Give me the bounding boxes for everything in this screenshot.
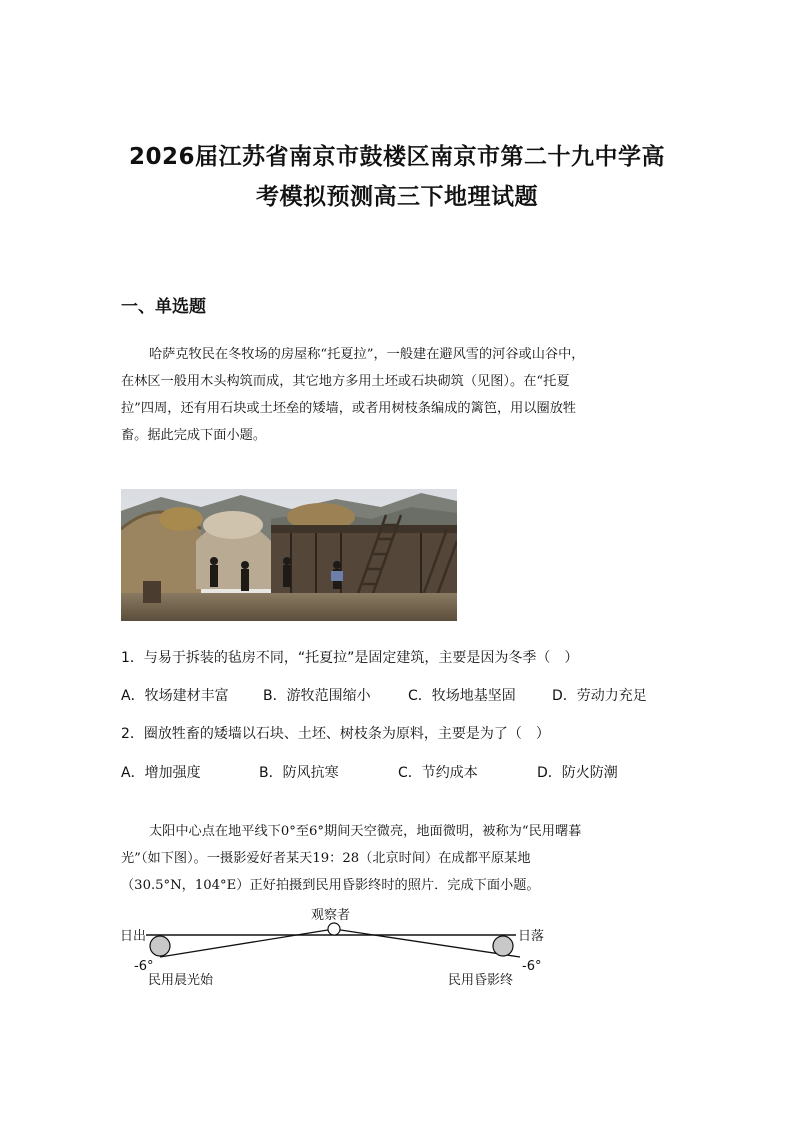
passage-2-line: （30.5°N，104°E）正好拍摄到民用昏影终时的照片．完成下面小题。 [121,878,540,893]
question-2-options [121,762,681,782]
passage-2-line: 太阳中心点在地平线下0°至6°期间天空微亮，地面微明，被称为“民用曙暮 [149,824,582,839]
tuoxiala-photo-drawing [121,489,457,621]
question-2-stem: 2．圈放牲畜的矮墙以石块、土坯、树枝条为原料，主要是为了（ ） [121,726,550,742]
observer-marker [328,923,340,935]
sunrise-sun [150,936,170,956]
question-1-option-a[interactable]: A．牧场建材丰富 [121,688,229,704]
question-1-stem: 1．与易于拆装的毡房不同，“托夏拉”是固定建筑，主要是因为冬季（ ） [121,650,579,666]
dawn-start-label: 民用晨光始 [148,973,214,988]
passage-2 [121,818,677,899]
passage-2-line: 光”（如下图）。一摄影爱好者某天19：28（北京时间）在成都平原某地 [121,851,531,866]
passage-1-line: 在林区一般用木头构筑而成，其它地方多用土坯或石块砌筑（见图）。在“托夏 [121,374,570,389]
twilight-diagram [116,900,556,1000]
passage-1-line: 畜。据此完成下面小题。 [121,428,267,443]
tuoxiala-photo [121,489,457,621]
dawn-ray [160,929,334,957]
sunrise-label: 日出 [120,929,147,944]
page-title-line-2: 考模拟预测高三下地理试题 [256,184,538,210]
twilight-diagram-svg [116,900,556,1000]
section-heading: 一、单选题 [121,297,206,317]
question-2-option-d[interactable]: D．防火防潮 [537,765,618,781]
passage-1 [121,341,677,449]
dusk-end-label: 民用昏影终 [448,973,514,988]
dusk-ray [334,929,520,957]
sunset-label: 日落 [518,929,545,944]
question-1-option-b[interactable]: B．游牧范围缩小 [263,688,371,704]
observer-label: 观察者 [311,908,351,923]
passage-1-line: 哈萨克牧民在冬牧场的房屋称“托夏拉”，一般建在避风雪的河谷或山谷中， [149,347,585,362]
question-2-option-b[interactable]: B．防风抗寒 [259,765,339,781]
question-1-option-c[interactable]: C．牧场地基坚固 [408,688,516,704]
left-angle-label: -6° [134,959,154,974]
question-1-options [121,685,681,705]
sunset-sun [493,936,513,956]
question-2-option-a[interactable]: A．增加强度 [121,765,201,781]
right-angle-label: -6° [522,959,542,974]
passage-1-line: 拉”四周，还有用石块或土坯垒的矮墙，或者用树枝条编成的篱笆，用以圈放牲 [121,401,577,416]
page-title-line-1: 2026届江苏省南京市鼓楼区南京市第二十九中学高 [128,144,665,170]
question-1-option-d[interactable]: D．劳动力充足 [552,688,647,704]
question-2-option-c[interactable]: C．节约成本 [398,765,478,781]
